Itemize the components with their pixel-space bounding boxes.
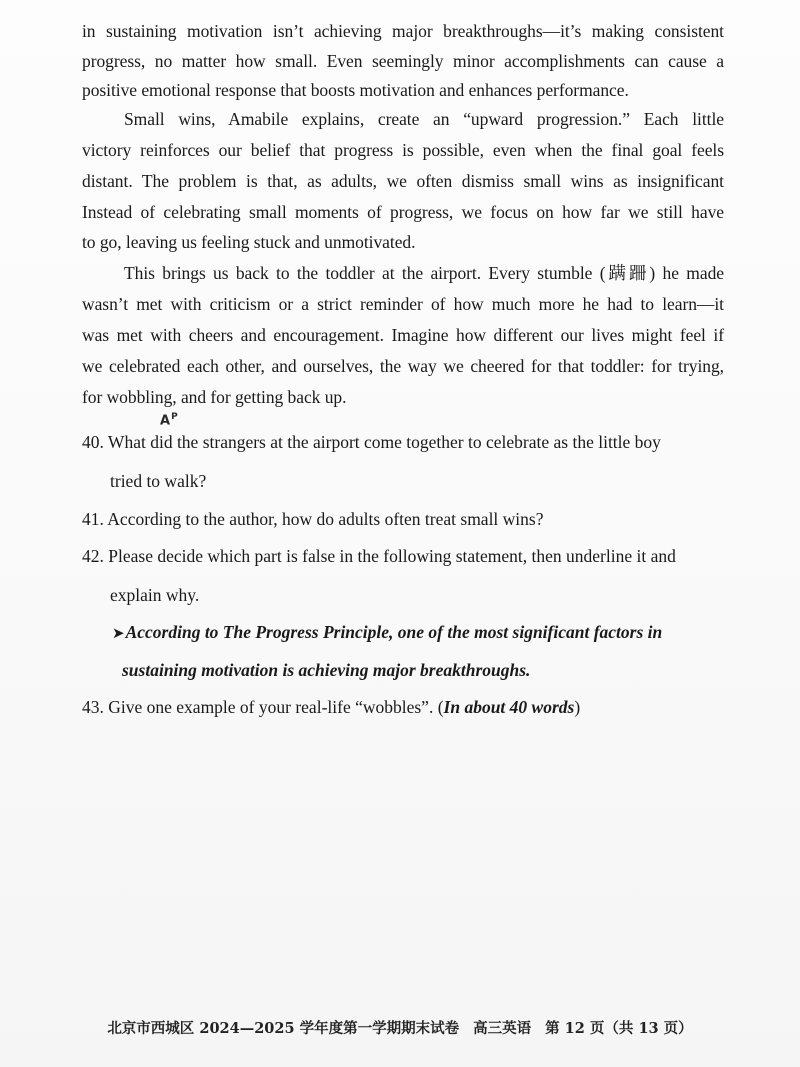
question-40: 40. What did the strangers at the airport come together to celebrate as the little boy	[82, 432, 661, 452]
question-43-prefix: 43. Give one example of your real-life “wobbles”. (	[82, 697, 444, 717]
statement-line-continued: sustaining motivation is achieving major breakthroughs.	[122, 660, 531, 680]
passage-line: wasn’t met with criticism or a strict reminder of how much more he had to learn—it	[82, 294, 724, 314]
footer-exam-title: 北京市西城区 2024—2025 学年度第一学期期末试卷	[107, 1020, 460, 1037]
passage-line: progress, no matter how small. Even seemingly minor accomplishments can cause a	[82, 51, 724, 71]
annotation-mark: P	[171, 412, 178, 422]
passage-line: distant. The problem is that, as adults, we often dismiss small wins as insignificant	[82, 171, 724, 191]
question-43-emphasis: In about 40 words	[443, 697, 575, 717]
question-42-continued: explain why.	[110, 585, 200, 605]
question-43	[82, 696, 580, 718]
statement-line	[112, 621, 662, 644]
annotation-letter: A	[160, 413, 171, 429]
question-43-suffix: )	[574, 697, 581, 717]
passage-line: Small wins, Amabile explains, create an “upward progression.” Each little	[124, 109, 724, 129]
footer-page-number: 第 12 页（共 13 页）	[545, 1020, 693, 1037]
page-footer	[0, 1017, 800, 1038]
handwritten-annotation	[160, 412, 178, 428]
passage-line: victory reinforces our belief that progress is possible, even when the final goal feels	[82, 140, 724, 160]
passage-line: This brings us back to the toddler at the airport. Every stumble (蹒跚) he made	[124, 263, 724, 283]
passage-line: we celebrated each other, and ourselves, the way we cheered for that toddler: for trying,	[82, 356, 724, 376]
question-40-continued: tried to walk?	[110, 471, 207, 491]
footer-subject: 高三英语	[473, 1020, 532, 1037]
passage-line: for wobbling, and for getting back up.	[82, 387, 347, 407]
passage-line: was met with cheers and encouragement. Imagine how different our lives might feel if	[82, 325, 724, 345]
question-41: 41. According to the author, how do adults often treat small wins?	[82, 509, 544, 529]
statement-text: According to The Progress Principle, one of the most significant factors in	[125, 622, 663, 642]
passage-line: Instead of celebrating small moments of progress, we focus on how far we still have	[82, 202, 724, 222]
passage-line: to go, leaving us feeling stuck and unmotivated.	[82, 232, 416, 252]
arrow-bullet-icon: ➤	[112, 624, 125, 642]
passage-line: positive emotional response that boosts motivation and enhances performance.	[82, 80, 629, 100]
question-42: 42. Please decide which part is false in the following statement, then underline it and	[82, 546, 676, 566]
passage-line: in sustaining motivation isn’t achieving major breakthroughs—it’s making consistent	[82, 21, 724, 41]
